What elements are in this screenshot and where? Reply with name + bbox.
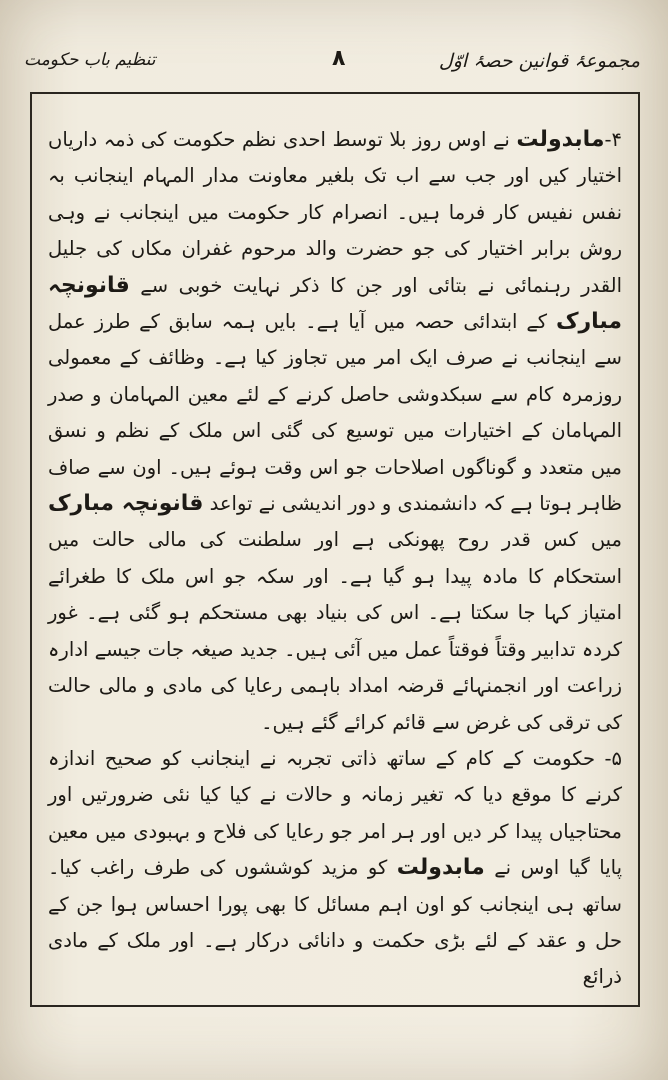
page-header — [20, 46, 648, 86]
paragraph-number: ۵- — [604, 746, 622, 770]
paragraph-text: میں کس قدر روح پھونکی ہے اور سلطنت کی مالی حالت میں استحکام کا مادہ پیدا ہو گیا ہے۔ اور سکہ جو اس ملک کا طغرائے امتیاز کہا جا سکتا ہے۔ اس کی بنیاد بھی مستحکم ہو گئی ہے۔ غور کردہ تدابیر وقتاً فوقتاً عمل میں آئی ہیں۔ جدید صیغہ جات جیسے ادارہ زراعت اور انجمنہائے قرضہ امداد باہمی رعایا کی مادی و مالی حالت کی ترقی کی غرض سے قائم کرائے گئے ہیں۔ — [48, 528, 622, 734]
paragraph-text: کو مزید کوششوں کی طرف راغب کیا۔ ساتھ ہی اینجانب کو اون اہم مسائل کا بھی پورا احساس ہوا جن کے حل و عقد کے لئے بڑی حکمت و دانائی درکار ہے۔ اور ملک کے مادی ذرائع — [48, 856, 622, 989]
paragraph-text: حکومت کے کام کے ساتھ ذاتی تجربہ نے اینجانب کو صحیح اندازہ کرنے کا موقع دیا کہ تغیر زمانہ و حالات نے کیا کیا نئی ضرورتیں اور محتاجیاں پیدا کر دیں اور ہر امر جو رعایا کی فلاح و بہبودی میں معین پایا گیا اوس نے — [48, 746, 622, 880]
royal-title: مابدولت — [516, 127, 605, 152]
paragraph-text: کے ابتدائی حصہ میں آیا ہے۔ بایں ہمہ سابق کے طرز عمل سے اینجانب نے صرف ایک امر میں تجاوز کیا ہے۔ وظائف کے معمولی روزمرہ کام سے سبکدوشی حاصل کرنے کے لئے معین المہامان و صدر المہامان کے اختیارات میں توسیع کی گئی اس ملک کے نظم و نسق میں متعدد و گوناگوں اصلاحات جو اس وقت ہوئے ہیں۔ اون سے صاف ظاہر ہوتا ہے کہ دانشمندی و دور اندیشی نے تواعد — [48, 310, 622, 516]
paragraph-number: ۴- — [604, 128, 622, 151]
document-body — [48, 122, 622, 996]
book-title: مجموعۂ قوانین حصۂ اوّل — [438, 50, 640, 72]
qanoonche-term: قانونچہ مبارک — [48, 272, 622, 335]
royal-title: مابدولت — [396, 855, 485, 881]
page-number: ۸ — [332, 46, 346, 71]
qanoonche-term: قانونچہ مبارک — [48, 491, 204, 517]
chapter-title: تنظیم باب حکومت — [24, 50, 156, 70]
paragraph-5 — [48, 741, 622, 996]
paragraph-4 — [48, 122, 622, 741]
paragraph-text: نے اوس روز بلا توسط احدی نظم حکومت کی ذمہ داریاں اختیار کیں اور جب سے اب تک بلغیر معاونت مدار المہام اینجانب بہ نفس نفیس کار فرما ہیں۔ انصرام کار حکومت میں اینجانب نے وہی روش برابر اختیار کی جو حضرت والد مرحوم غفران مکاں کی جلیل القدر رہنمائی نے بتائی اور جن کا ذکر نہایت خوبی سے — [48, 128, 622, 297]
text-frame — [30, 92, 640, 1007]
